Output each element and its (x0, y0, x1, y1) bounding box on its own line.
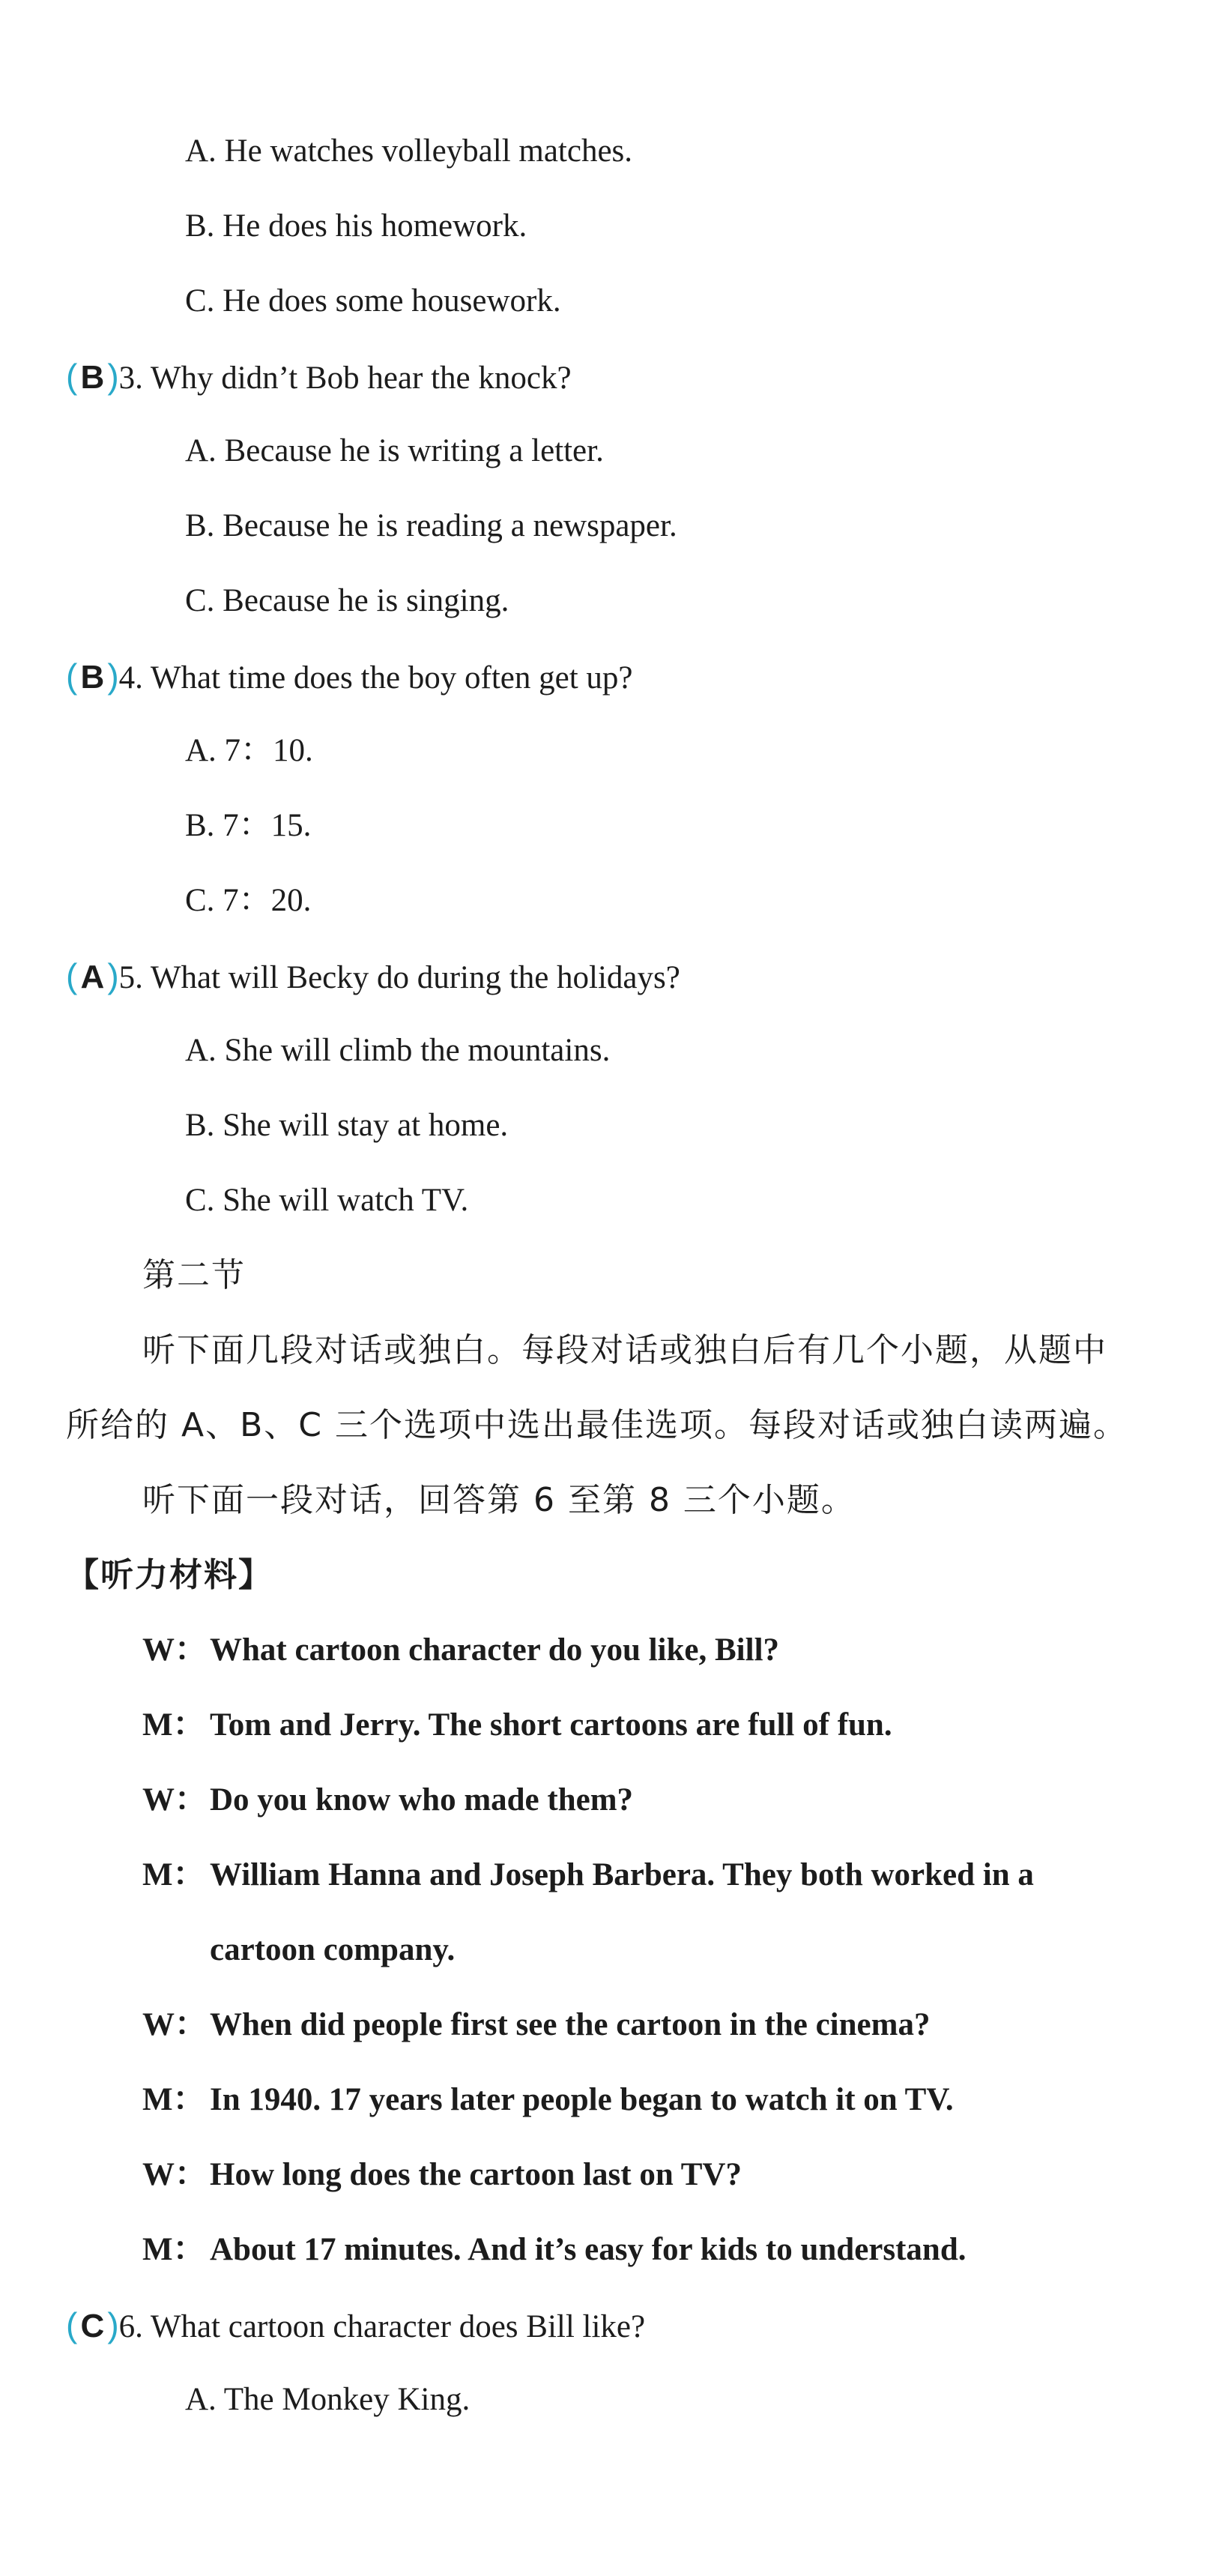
answer-bracket-open: ( (66, 2305, 78, 2344)
question-5 (66, 953, 680, 998)
answer-letter: A (80, 959, 105, 995)
dialogue-continuation: cartoon company. (210, 1932, 456, 1967)
option-a: A. She will climb the mountains. (185, 1033, 611, 1068)
section-instruction: 听下面几段对话或独白。每段对话或独白后有几个小题，从题中 (142, 1331, 1107, 1369)
option-b: B. 7：15. (185, 808, 312, 843)
section-instruction-cont: 所给的 A、B、C 三个选项中选出最佳选项。每段对话或独白读两遍。 (66, 1406, 1128, 1444)
dialogue-line (142, 2078, 954, 2123)
dialogue-line (142, 1778, 633, 1823)
speaker-label: W： (142, 2157, 207, 2192)
answer-bracket-close: ) (107, 657, 119, 696)
answer-bracket-open: ( (66, 357, 78, 396)
dialogue-text: Tom and Jerry. The short cartoons are full of fun. (210, 1707, 892, 1743)
dialogue-text: How long does the cartoon last on TV? (210, 2157, 742, 2192)
dialogue-line (142, 2227, 967, 2272)
listening-material-heading: 【听力材料】 (66, 1556, 273, 1594)
question-stem: 3. Why didn’t Bob hear the knock? (118, 361, 572, 396)
option-a: A. He watches volleyball matches. (185, 133, 633, 169)
dialogue-line (142, 1703, 892, 1748)
option-b: B. Because he is reading a newspaper. (185, 508, 677, 543)
option-c: C. She will watch TV. (185, 1183, 469, 1218)
option-a: A. Because he is writing a letter. (185, 433, 604, 468)
speaker-label: W： (142, 1632, 207, 1668)
dialogue-text: William Hanna and Joseph Barbera. They both worked in a (210, 1857, 1034, 1892)
dialogue-line (142, 1853, 1034, 1898)
speaker-label: M： (142, 2082, 205, 2117)
answer-bracket-close: ) (107, 357, 119, 396)
answer-bracket-close: ) (107, 956, 119, 995)
answer-bracket-open: ( (66, 956, 78, 995)
speaker-label: W： (142, 1782, 207, 1818)
speaker-label: M： (142, 1857, 205, 1892)
dialogue-line (142, 1628, 779, 1673)
dialogue-text: What cartoon character do you like, Bill? (210, 1632, 780, 1668)
option-a: A. 7：10. (185, 733, 313, 768)
dialogue-line (142, 2003, 930, 2048)
answer-letter: C (80, 2308, 105, 2344)
dialogue-text: Do you know who made them? (210, 1782, 634, 1818)
answer-letter: B (80, 659, 105, 696)
dialogue-line (142, 2153, 742, 2198)
option-b: B. She will stay at home. (185, 1108, 509, 1143)
answer-bracket-open: ( (66, 657, 78, 696)
option-b: B. He does his homework. (185, 208, 527, 244)
dialogue-text: When did people first see the cartoon in the cinema? (210, 2007, 931, 2042)
question-6 (66, 2302, 645, 2347)
sub-instruction: 听下面一段对话，回答第 6 至第 8 三个小题。 (142, 1481, 856, 1519)
question-stem: 4. What time does the boy often get up? (118, 660, 633, 696)
question-4 (66, 654, 633, 699)
option-c: C. Because he is singing. (185, 583, 509, 618)
dialogue-text: In 1940. 17 years later people began to watch it on TV. (210, 2082, 954, 2117)
speaker-label: M： (142, 2232, 205, 2267)
option-a: A. The Monkey King. (185, 2382, 471, 2417)
option-c: C. He does some housework. (185, 283, 561, 319)
speaker-label: W： (142, 2007, 207, 2042)
question-stem: 6. What cartoon character does Bill like? (118, 2309, 646, 2344)
dialogue-text: About 17 minutes. And it’s easy for kids to understand. (210, 2232, 967, 2267)
question-stem: 5. What will Becky do during the holidays? (118, 960, 680, 995)
option-c: C. 7：20. (185, 883, 312, 918)
question-3 (66, 354, 572, 399)
answer-bracket-close: ) (107, 2305, 119, 2344)
speaker-label: M： (142, 1707, 205, 1743)
section-title: 第二节 (142, 1256, 246, 1294)
answer-letter: B (80, 359, 105, 396)
